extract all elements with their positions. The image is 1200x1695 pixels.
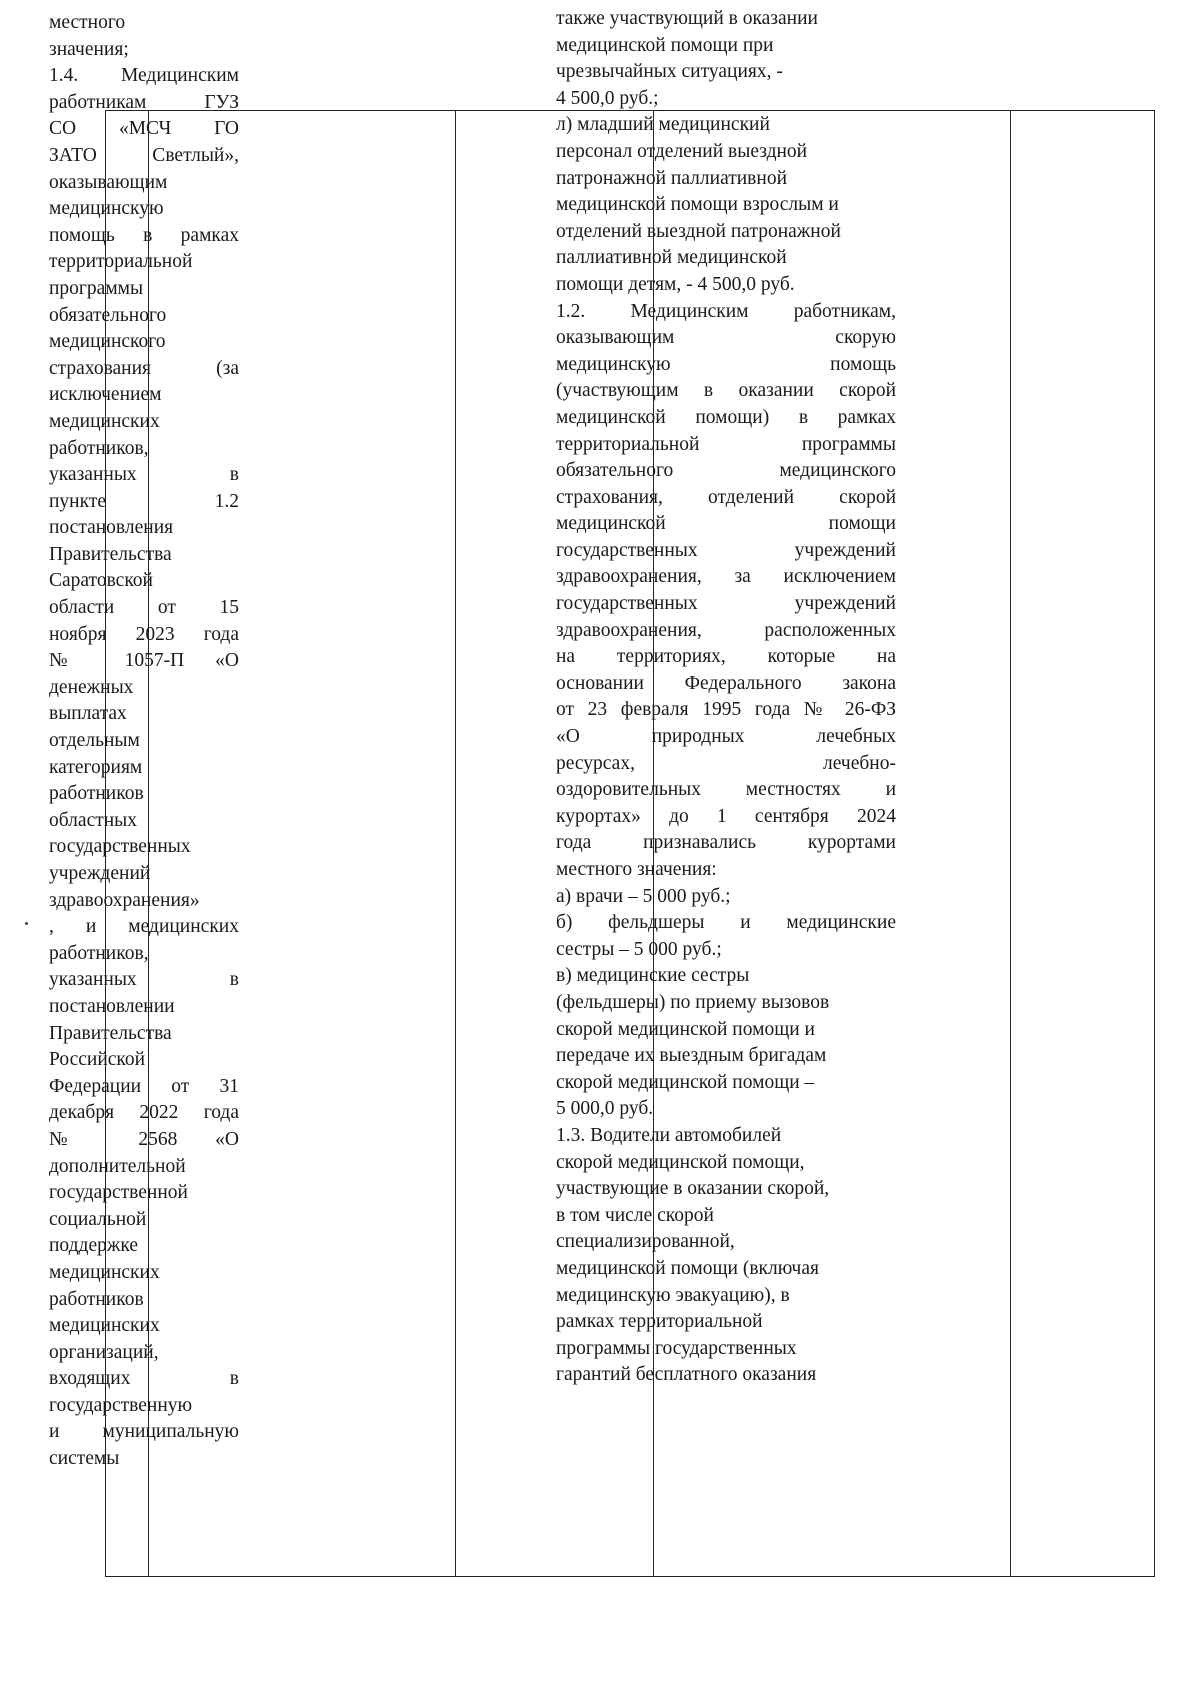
- left-text-line: государственных: [49, 836, 191, 858]
- right-text-line: патронажной паллиативной: [556, 167, 788, 189]
- right-text-line: специализированной,: [556, 1231, 735, 1253]
- left-text-line: работников,: [49, 942, 149, 964]
- left-text-line: выплатах: [49, 703, 127, 725]
- right-text-line: помощи детям, - 4 500,0 руб.: [556, 273, 795, 295]
- left-text-line: государственной: [49, 1182, 188, 1204]
- left-text-line: медицинских: [49, 1261, 160, 1283]
- right-text-line: медицинскую помощь: [556, 353, 896, 375]
- right-text-line: участвующие в оказании скорой,: [556, 1178, 830, 1200]
- right-text-line: от 23 февраля 1995 года № 26-ФЗ: [556, 699, 896, 721]
- left-text-line: страхования (за: [49, 357, 239, 379]
- right-text-line: обязательного медицинского: [556, 460, 896, 482]
- left-text-line: медицинскую: [49, 198, 164, 220]
- left-text-line: категориям: [49, 756, 143, 778]
- right-text-line: б) фельдшеры и медицинские: [556, 912, 896, 934]
- right-text-line: оказывающим скорую: [556, 327, 896, 349]
- right-text-line: местного значения:: [556, 859, 717, 880]
- left-text-line: Российской: [49, 1049, 146, 1071]
- right-text-line: также участвующий в оказании: [556, 8, 818, 29]
- right-text-line: 4 500,0 руб.;: [556, 87, 659, 109]
- left-text-line: оказывающим: [49, 171, 168, 193]
- left-text-line: 1.4. Медицинским: [49, 65, 239, 87]
- right-text-line: скорой медицинской помощи –: [556, 1071, 815, 1093]
- left-text-line: организаций,: [49, 1341, 159, 1363]
- left-text-line: указанных в: [49, 464, 239, 486]
- right-text-line: паллиативной медицинской: [556, 247, 787, 269]
- left-text-line: и муниципальную: [49, 1421, 239, 1443]
- right-text-line: чрезвычайных ситуациях, -: [556, 61, 783, 83]
- right-text-line: основании Федерального закона: [556, 672, 896, 694]
- left-text-line: дополнительной: [49, 1155, 186, 1177]
- right-text-line: медицинскую эвакуацию), в: [556, 1284, 790, 1306]
- left-text-line: декабря 2022 года: [49, 1102, 239, 1124]
- right-text-line: л) младший медицинский: [556, 114, 770, 136]
- right-text-line: года признавались курортами: [556, 832, 896, 854]
- right-text-line: 5 000,0 руб.: [556, 1098, 654, 1120]
- right-text-line: здравоохранения, расположенных: [556, 619, 896, 641]
- right-text-line: медицинской помощи: [556, 513, 896, 535]
- right-text-line: рамках территориальной: [556, 1311, 763, 1333]
- left-text-line: помощь в рамках: [49, 224, 239, 246]
- right-text-line: (участвующим в оказании скорой: [556, 380, 896, 402]
- right-text-line: курортах» до 1 сентября 2024: [556, 805, 896, 827]
- table-column-last: [1011, 111, 1156, 1576]
- right-text-line: медицинской помощи при: [556, 34, 774, 56]
- right-text-line: территориальной программы: [556, 433, 896, 455]
- left-text-line: постановления: [49, 517, 174, 539]
- left-cell-text: [49, 10, 239, 1473]
- right-text-line: государственных учреждений: [556, 539, 896, 561]
- right-text-line: отделений выездной патронажной: [556, 220, 841, 242]
- left-text-line: медицинских: [49, 1315, 160, 1337]
- left-text-line: Правительства: [49, 1022, 172, 1044]
- left-text-line: областных: [49, 809, 138, 831]
- right-text-line: (фельдшеры) по приему вызовов: [556, 991, 830, 1013]
- right-text-line: в) медицинские сестры: [556, 965, 750, 987]
- left-text-line: ЗАТО Светлый»,: [49, 144, 239, 166]
- left-text-line: поддержке: [49, 1235, 138, 1257]
- left-text-line: постановлении: [49, 995, 175, 1017]
- left-text-line: местного: [49, 12, 126, 33]
- right-text-line: персонал отделений выездной: [556, 140, 808, 162]
- right-text-line: передаче их выездным бригадам: [556, 1045, 827, 1067]
- left-text-line: работникам ГУЗ: [49, 91, 239, 113]
- left-text-line: медицинских: [49, 410, 160, 432]
- left-text-line: указанных в: [49, 969, 239, 991]
- left-text-line: работников,: [49, 437, 149, 459]
- left-text-line: , и медицинских: [49, 916, 239, 938]
- left-text-line: СО «МСЧ ГО: [49, 118, 239, 140]
- right-text-line: медицинской помощи) в рамках: [556, 406, 896, 428]
- left-text-line: территориальной: [49, 251, 193, 273]
- scan-speck: [25, 922, 28, 925]
- right-text-line: в том числе скорой: [556, 1204, 714, 1226]
- right-text-line: здравоохранения, за исключением: [556, 566, 896, 588]
- right-text-line: скорой медицинской помощи и: [556, 1018, 815, 1040]
- right-text-line: а) врачи – 5 000 руб.;: [556, 885, 731, 907]
- right-text-line: 1.3. Водители автомобилей: [556, 1124, 782, 1146]
- right-text-line: гарантий бесплатного оказания: [556, 1364, 817, 1386]
- left-text-line: Федерации от 31: [49, 1075, 239, 1097]
- left-text-line: Правительства: [49, 543, 172, 565]
- right-text-line: медицинской помощи взрослым и: [556, 194, 839, 216]
- left-text-line: здравоохранения»: [49, 889, 200, 911]
- right-text-line: сестры – 5 000 руб.;: [556, 938, 722, 960]
- left-text-line: социальной: [49, 1208, 147, 1230]
- left-text-line: входящих в: [49, 1368, 239, 1390]
- left-text-line: программы: [49, 277, 144, 299]
- left-text-line: № 1057-П «О: [49, 650, 239, 672]
- right-text-line: на территориях, которые на: [556, 646, 896, 668]
- left-text-line: работников: [49, 783, 144, 805]
- left-text-line: исключением: [49, 384, 162, 406]
- left-text-line: пункте 1.2: [49, 490, 239, 512]
- left-text-line: государственную: [49, 1394, 193, 1416]
- right-text-line: ресурсах, лечебно-: [556, 752, 896, 774]
- right-text-line: оздоровительных местностях и: [556, 779, 896, 801]
- right-text-line: «О природных лечебных: [556, 726, 896, 748]
- left-text-line: системы: [49, 1448, 120, 1470]
- left-text-line: отдельным: [49, 730, 140, 752]
- left-text-line: области от 15: [49, 597, 239, 619]
- left-text-line: работников: [49, 1288, 144, 1310]
- right-cell-text: [556, 6, 896, 1389]
- right-text-line: медицинской помощи (включая: [556, 1257, 819, 1279]
- right-text-line: программы государственных: [556, 1337, 797, 1359]
- left-text-line: медицинского: [49, 331, 166, 353]
- left-text-line: обязательного: [49, 304, 167, 326]
- left-text-line: Саратовской: [49, 570, 153, 592]
- right-text-line: 1.2. Медицинским работникам,: [556, 300, 896, 322]
- right-text-line: страхования, отделений скорой: [556, 486, 896, 508]
- left-text-line: денежных: [49, 676, 134, 698]
- left-text-line: № 2568 «О: [49, 1128, 239, 1150]
- right-text-line: государственных учреждений: [556, 593, 896, 615]
- left-text-line: значения;: [49, 38, 129, 60]
- left-text-line: ноября 2023 года: [49, 623, 239, 645]
- right-text-line: скорой медицинской помощи,: [556, 1151, 805, 1173]
- left-text-line: учреждений: [49, 863, 151, 884]
